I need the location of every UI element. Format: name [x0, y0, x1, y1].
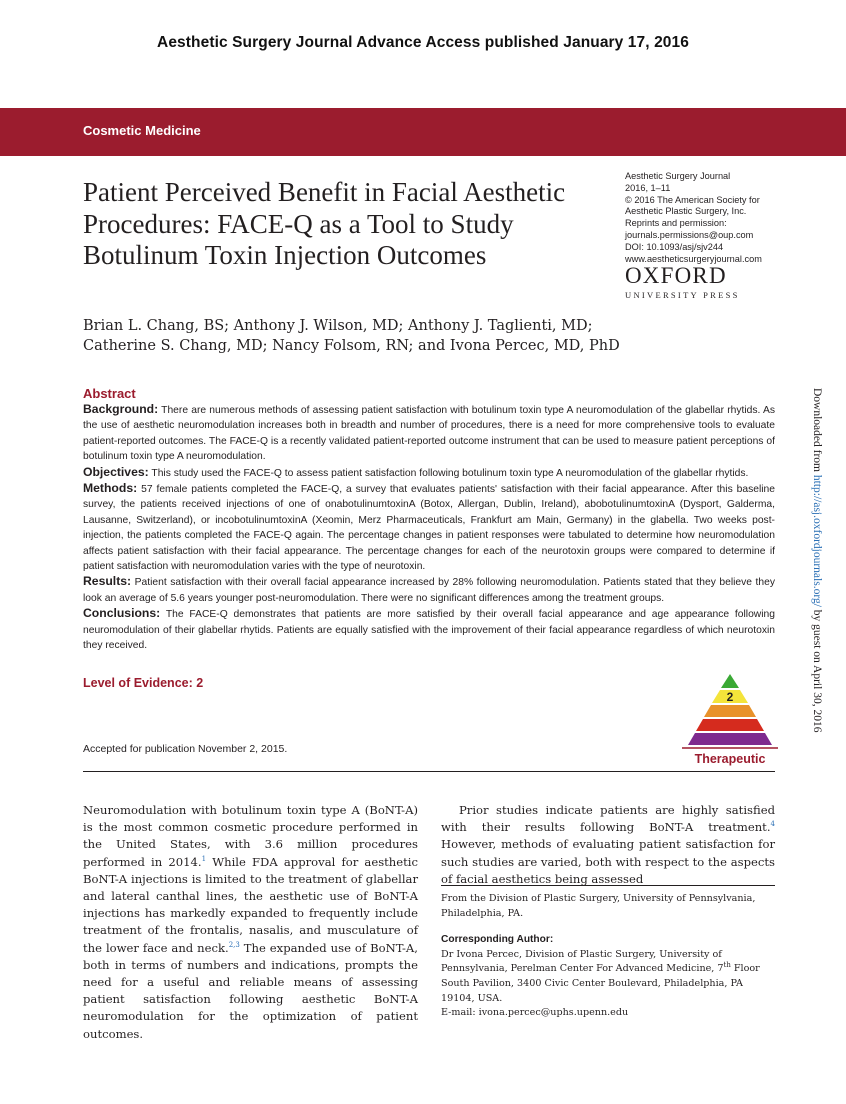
conclusions-text: The FACE-Q demonstrates that patients are more satisfied by their overall facial appearance and age appearance following neuromodulation of their glabellar rhytids. Patients are equally satisfied with the improvement of their facial appearance regardless of which neurotoxin they received.	[83, 609, 775, 652]
journal-name: Aesthetic Surgery Journal	[625, 171, 731, 181]
abstract	[83, 385, 775, 654]
body-paragraph	[83, 802, 418, 1043]
body-column-left	[83, 802, 418, 1043]
address-part: Floor South Pavilion, 3400 Civic Center Boulevard, Philadelphia, PA 19104, USA.	[441, 963, 760, 1004]
background-text: There are numerous methods of assessing patient satisfaction with botulinum toxin type A neuromodulation of the glabellar rhytids. As the use of aesthetic neuromodulation increases both in breadth and number of procedures, there is a need for more comprehensive tools to evaluate patient-reported outcomes. The FACE-Q is a recently validated patient-reported outcome instrument that can be used to measure patient perceptions of botulinum toxin type A neuromodulation.	[83, 405, 775, 463]
therapeutic-badge	[680, 746, 780, 768]
body-paragraph	[441, 802, 775, 888]
level-of-evidence: Level of Evidence: 2	[83, 676, 204, 690]
therapeutic-label: Therapeutic	[694, 752, 766, 766]
download-prefix: Downloaded from	[811, 388, 823, 475]
corresponding-author-heading: Corresponding Author:	[441, 934, 554, 946]
abstract-objectives	[83, 465, 775, 481]
abstract-methods	[83, 481, 775, 574]
journal-info	[625, 171, 795, 265]
results-text: Patient satisfaction with their overall facial appearance increased by 28% following neuromodulation. Patients stated that they believe they look an average of 5.6 years younger post-neuromodulation. There were no significant differences among the treatment groups.	[83, 577, 775, 604]
abstract-conclusions	[83, 606, 775, 653]
journal-url[interactable]: www.aestheticsurgeryjournal.com	[625, 253, 762, 264]
objectives-label: Objectives:	[83, 464, 149, 479]
publisher-name: OXFORD	[625, 263, 727, 288]
author-list	[83, 316, 643, 356]
journal-doi[interactable]: DOI: 10.1093/asj/sjv244	[625, 241, 724, 252]
footnote-divider	[441, 885, 775, 886]
abstract-background	[83, 402, 775, 465]
download-link[interactable]: http://asj.oxfordjournals.org/	[811, 474, 823, 607]
affiliation-footnote	[441, 892, 775, 1021]
pyramid-tier-5	[688, 733, 772, 745]
methods-text: 57 female patients completed the FACE-Q, a survey that evaluates patients' satisfaction with their facial appearance. After this baseline survey, the patients received injections of one of onabotulinumtoxinA (Botox, Allergan, Dublin, Ireland), abobotulinumtoxinA (Dysport, Galderma, Lausanne, Switzerland), or incobotulinumtoxinA (Xeomin, Merz Pharmaceuticals, Frankfurt am Main, Germany) in the glabella. Two weeks post-injection, the patients completed the FACE-Q again. The percentage changes in patient responses were tabulated to determine how neuromodulation affects patient satisfaction with their facial appearance. The percentage changes for each of the neurotoxin groups were compared to determine if patient satisfaction with neuromodulation varies with the type of neurotoxin.	[83, 484, 775, 573]
body-text: However, methods of evaluating patient satisfaction for such studies are varied, both with respect to the aspects of facial aesthetics being assessed	[441, 837, 775, 886]
download-suffix: by guest on April 30, 2016	[811, 606, 823, 733]
background-label: Background:	[83, 402, 159, 416]
article-title: Patient Perceived Benefit in Facial Aesthetic Procedures: FACE-Q as a Tool to Study Botulinum Toxin Injection Outcomes	[83, 177, 566, 270]
section-header-bar	[0, 108, 846, 156]
objectives-text: This study used the FACE-Q to assess patient satisfaction following botulinum toxin type A neuromodulation of the glabellar rhytids.	[151, 467, 749, 479]
journal-permissions-email[interactable]: journals.permissions@oup.com	[625, 229, 754, 240]
address-part: Dr Ivona Percec, Division of Plastic Surgery, University of Pennsylvania, Perelman Center For Advanced Medicine, 7	[441, 948, 724, 975]
body-column-right	[441, 802, 775, 888]
conclusions-label: Conclusions:	[83, 606, 161, 621]
journal-reprints: Reprints and permission:	[625, 218, 727, 229]
journal-copyright: © 2016 The American Society for Aesthetic Plastic Surgery, Inc.	[625, 194, 760, 217]
corresponding-author-address	[441, 948, 775, 1006]
authors-line-2: Catherine S. Chang, MD; Nancy Folsom, RN; and Ivona Percec, MD, PhD	[83, 338, 620, 354]
abstract-heading: Abstract	[83, 386, 136, 401]
section-divider	[83, 771, 775, 772]
pyramid-level-number: 2	[726, 690, 734, 704]
accepted-date: Accepted for publication November 2, 2015.	[83, 743, 288, 755]
body-text: The expanded use of BoNT-A, both in terms of numbers and indications, prompts the need for a useful and reliable means of assessing patient satisfaction following aesthetic BoNT-A neuromodulation for the optimization of patient outcomes.	[83, 940, 418, 1041]
body-text: While FDA approval for aesthetic BoNT-A injections is limited to the treatment of glabellar and lateral canthal lines, the aesthetic use of BoNT-A injections has markedly expanded to frequently include treatment of the frontalis, nasalis, and musculature of the lower face and neck.	[83, 854, 418, 955]
floor-superscript: th	[723, 961, 731, 970]
citation-link[interactable]: 1	[201, 854, 207, 863]
citation-link[interactable]: 2,3	[228, 940, 240, 949]
pyramid-tier-4	[696, 719, 764, 731]
section-label: Cosmetic Medicine	[83, 123, 201, 138]
authors-line-1: Brian L. Chang, BS; Anthony J. Wilson, MD; Anthony J. Taglienti, MD;	[83, 318, 593, 334]
journal-volume: 2016, 1–11	[625, 182, 671, 193]
publisher-subtitle: UNIVERSITY PRESS	[625, 290, 740, 300]
download-notice	[811, 388, 823, 732]
corresponding-author-email[interactable]: E-mail: ivona.percec@uphs.upenn.edu	[441, 1007, 629, 1019]
pyramid-tier-1	[721, 674, 739, 688]
citation-link[interactable]: 4	[770, 820, 775, 829]
body-text: Prior studies indicate patients are highly satisfied with their results following BoNT-A treatment.	[441, 803, 775, 835]
affiliation-text: From the Division of Plastic Surgery, University of Pennsylvania, Philadelphia, PA.	[441, 893, 756, 919]
abstract-results	[83, 574, 775, 606]
results-label: Results:	[83, 574, 132, 589]
advance-access-banner: Aesthetic Surgery Journal Advance Access published January 17, 2016	[157, 34, 689, 51]
methods-label: Methods:	[83, 481, 138, 496]
oxford-logo	[625, 264, 755, 300]
body-text: Neuromodulation with botulinum toxin type A (BoNT-A) is the most common cosmetic procedure performed in the United States, with 3.6 million procedures performed in 2014.	[83, 803, 418, 869]
download-sidebar	[808, 388, 828, 733]
pyramid-tier-3	[704, 705, 756, 717]
